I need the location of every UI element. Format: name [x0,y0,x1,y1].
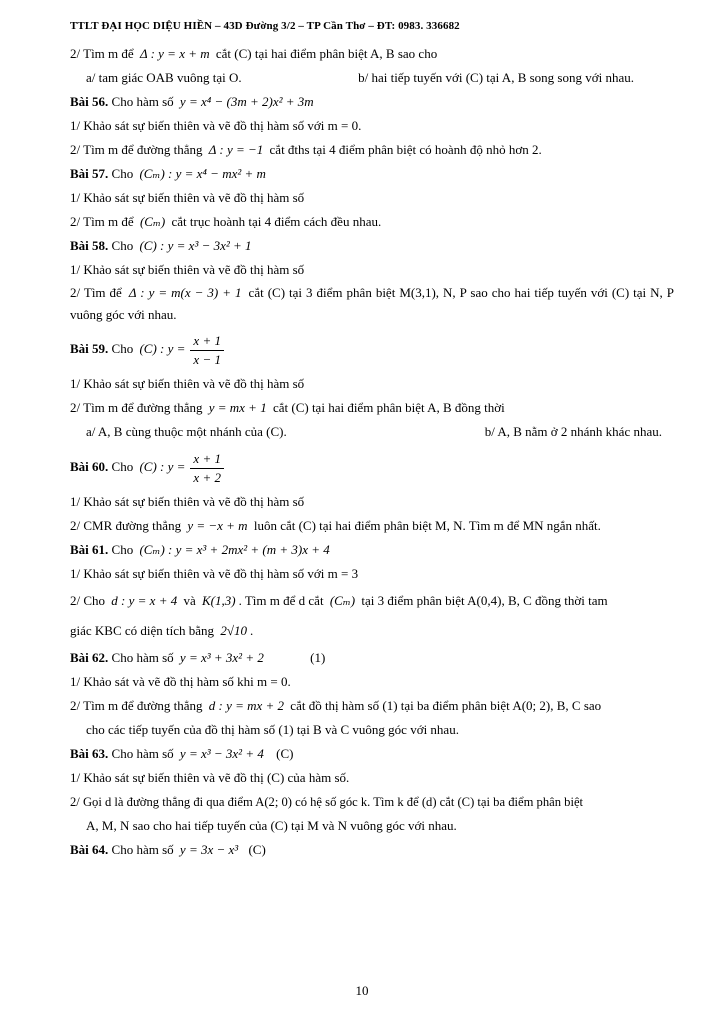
page-header: TTLT ĐẠI HỌC DIỆU HIỀN – 43D Đường 3/2 – TP Cần Thơ – ĐT: 0983. 336682 [70,20,460,32]
text: luôn cắt (C) tại hai điểm phân biệt M, N. Tìm m để MN ngắn nhất. [253,518,601,533]
text-line: 1/ Khảo sát sự biến thiên và vẽ đồ thị hàm số với m = 3 [70,566,359,581]
text-line: 1/ Khảo sát sự biến thiên và vẽ đồ thị hàm số với m = 0. [70,118,362,133]
equation-label: (C) [248,842,266,857]
exercise-heading [70,90,674,114]
text: Cho [111,166,134,181]
exercise-heading [70,646,674,670]
text-line: A, M, N sao cho hai tiếp tuyến của (C) tại M và N vuông góc với nhau. [86,818,457,833]
formula: y = 3x − x³ [179,842,239,857]
numerator: x + 1 [190,332,224,351]
text-line [70,420,674,444]
exercise-number: Bài 63. [70,746,109,761]
denominator: x + 2 [193,469,221,485]
text: Cho [111,238,134,253]
exercise-number: Bài 60. [70,459,109,474]
formula: d : y = x + 4 [111,593,178,608]
text: cắt đths tại 4 điểm phân biệt có hoành độ nhỏ hơn 2. [269,142,542,157]
text-line [70,396,674,420]
text-line [70,138,674,162]
exercise-number: Bài 56. [70,94,109,109]
text: cắt đồ thị hàm số (1) tại ba điểm phân biệt A(0; 2), B, C sao [290,698,602,713]
exercise-heading [70,444,674,490]
exercise-number: Bài 58. [70,238,109,253]
text-line: giác KBC có diện tích bằng 2√10 . [70,623,254,638]
text: Cho hàm số [111,746,174,761]
text-line: 1/ Khảo sát sự biến thiên và vẽ đồ thị hàm số [70,262,305,277]
formula: K(1,3) [202,593,236,608]
text: . Tìm m để d cắt [238,593,324,608]
text-line: 1/ Khảo sát sự biến thiên và vẽ đồ thị hàm số [70,376,305,391]
text: 2/ Tìm m để đường thẳng [70,698,203,713]
text: Cho hàm số [111,650,174,665]
text: Cho [111,542,134,557]
formula: y = x⁴ − (3m + 2)x² + 3m [179,94,314,109]
formula: (Cₘ) [329,593,356,608]
formula: (Cₘ) : y = x³ + 2mx² + (m + 3)x + 4 [139,542,330,557]
text-line: 1/ Khảo sát sự biến thiên và vẽ đồ thị hàm số [70,190,305,205]
exercise-number: Bài 59. [70,341,109,356]
text: tại 3 điểm phân biệt A(0,4), B, C đồng thời tam [361,593,608,608]
equation-label: (1) [310,650,326,665]
text: 2/ Tìm m để đường thẳng [70,142,203,157]
text: cắt trục hoành tại 4 điểm cách đều nhau. [171,214,382,229]
text: b/ A, B nằm ở 2 nhánh khác nhau. [484,424,662,439]
text: giác KBC có diện tích bằng [70,623,215,638]
text-line: 1/ Khảo sát sự biến thiên và vẽ đồ thị (C) của hàm số. [70,770,350,785]
text-line [70,514,674,538]
text-line [70,694,674,718]
text: a/ tam giác OAB vuông tại O. [86,70,242,85]
formula: y = −x + m [187,518,248,533]
formula: (Cₘ) [139,214,166,229]
page-number: 10 [355,983,369,998]
formula: y = mx + 1 [208,400,267,415]
formula: (C) : y = x³ − 3x² + 1 [139,238,252,253]
denominator: x − 1 [193,351,221,367]
document-page [70,20,674,862]
text-line [70,66,674,90]
text-line [70,42,674,66]
text: 2/ CMR đường thẳng [70,518,182,533]
text: Cho hàm số [111,94,174,109]
formula: Δ : y = m(x − 3) + 1 [128,285,242,300]
text-line: 2/ Gọi d là đường thẳng đi qua điểm A(2; 0) có hệ số góc k. Tìm k để (d) cắt (C) tại ba điểm phân biệt [70,795,584,809]
equation-label: (C) [276,746,294,761]
text: Cho [111,459,134,474]
exercise-heading [70,234,674,258]
exercise-heading [70,742,674,766]
text: và [183,593,196,608]
text-line [70,586,674,616]
formula: y = x³ − 3x² + 4 [179,746,264,761]
exercise-heading [70,538,674,562]
text: b/ hai tiếp tuyến với (C) tại A, B song song với nhau. [358,70,634,85]
formula: d : y = mx + 2 [208,698,285,713]
text: cắt (C) tại hai điểm phân biệt A, B sao cho [215,46,438,61]
exercise-heading [70,162,674,186]
formula: Δ : y = −1 [208,142,264,157]
text: 2/ Tìm m để [70,46,134,61]
formula: y = x³ + 3x² + 2 [179,650,264,665]
fraction [190,332,224,369]
text-line: cho các tiếp tuyến của đồ thị hàm số (1) tại B và C vuông góc với nhau. [86,722,459,737]
text: Cho hàm số [111,842,174,857]
text-line: 1/ Khảo sát và vẽ đồ thị hàm số khi m = 0. [70,674,291,689]
exercise-heading [70,838,674,862]
text-paragraph [70,282,674,326]
exercise-number: Bài 61. [70,542,109,557]
formula: (C) : y = [139,341,186,356]
text-line [70,210,674,234]
exercise-number: Bài 57. [70,166,109,181]
text: cắt (C) tại 3 điểm phân biệt M(3,1), N, P sao cho hai tiếp tuyến với (C) tại N, P vuông góc với nhau. [70,285,675,322]
text: Cho [111,341,134,356]
text: 2/ Tìm để [70,285,122,300]
formula: Δ : y = x + m [139,46,210,61]
formula: (C) : y = [139,459,186,474]
text-line: 1/ Khảo sát sự biến thiên và vẽ đồ thị hàm số [70,494,305,509]
exercise-heading [70,326,674,372]
formula: 2√10 [220,623,247,638]
text: cắt (C) tại hai điểm phân biệt A, B đồng thời [272,400,505,415]
exercise-number: Bài 62. [70,650,109,665]
text: 2/ Cho [70,593,106,608]
formula: (Cₘ) : y = x⁴ − mx² + m [139,166,266,181]
text: a/ A, B cùng thuộc một nhánh của (C). [86,424,287,439]
fraction [190,450,224,487]
text: 2/ Tìm m để [70,214,134,229]
text: 2/ Tìm m để đường thẳng [70,400,203,415]
numerator: x + 1 [190,450,224,469]
exercise-number: Bài 64. [70,842,109,857]
